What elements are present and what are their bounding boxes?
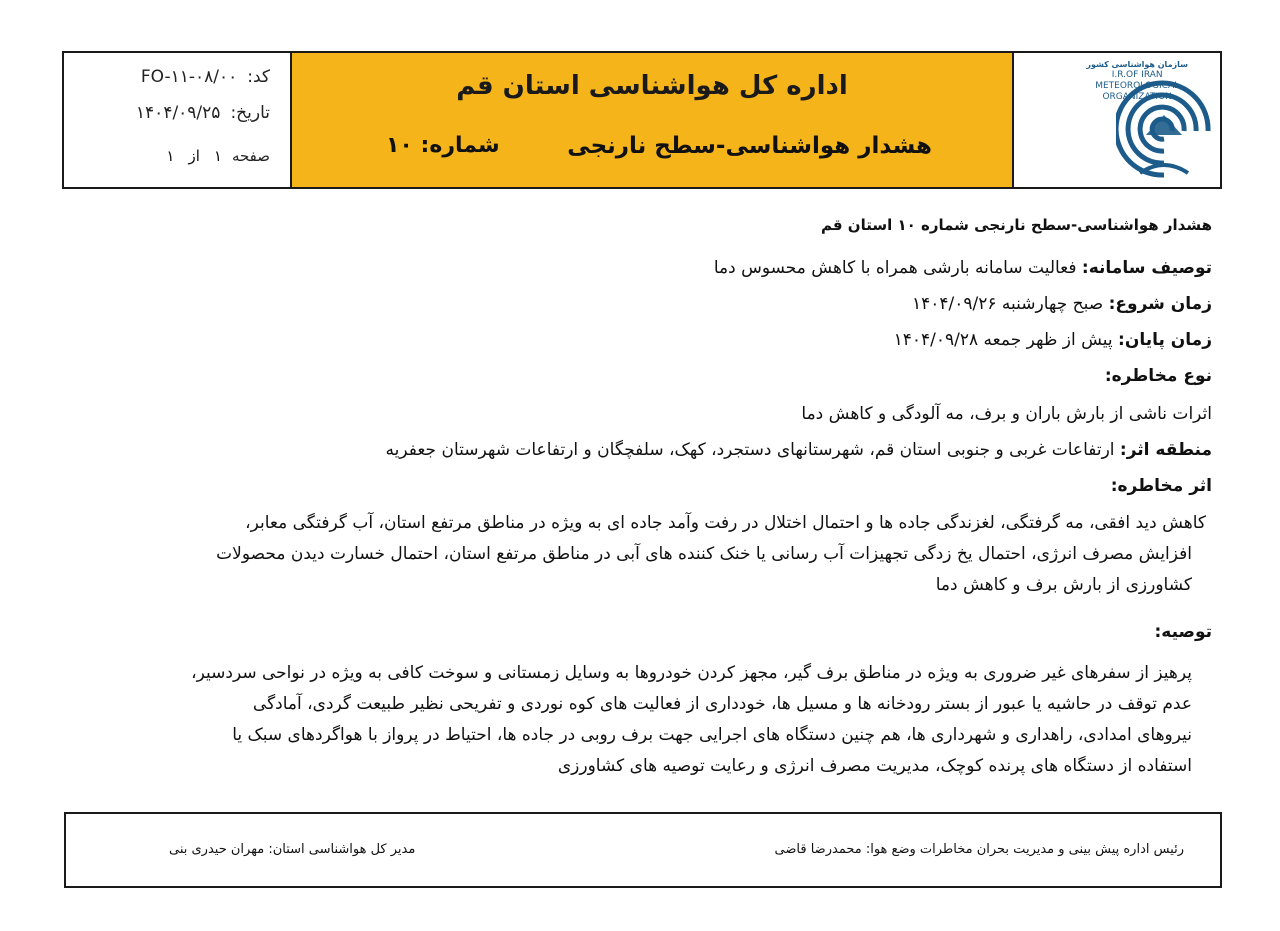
title-cell	[292, 53, 1012, 187]
region-value: ارتفاعات غربی و جنوبی استان قم، شهرستانهای دستجرد، کهک، سلفچگان و ارتفاعات شهرستان جعفریه	[385, 440, 1115, 460]
director-signature	[169, 842, 415, 857]
meteorological-organization-logo-icon	[1116, 75, 1212, 185]
logo-cell	[1012, 53, 1220, 187]
logo-english-line-2: METEOROLOGICAL	[1095, 81, 1180, 91]
page-number	[166, 147, 222, 165]
end-label: زمان پایان:	[1118, 330, 1212, 350]
start-label: زمان شروع:	[1108, 294, 1212, 314]
page-label: صفحه	[231, 147, 270, 165]
code-row	[141, 67, 270, 87]
logo-english-line-3: ORGANIZATION	[1102, 92, 1172, 102]
region-label: منطقه اثر:	[1119, 440, 1212, 460]
document-header	[62, 51, 1222, 189]
end-time	[894, 330, 1212, 350]
director-name: مهران حیدری بنی	[169, 842, 265, 857]
logo-persian-name: سازمان هواشناسی کشور	[1086, 60, 1188, 69]
advice-line: استفاده از دستگاه های پرنده کوچک، مدیریت مصرف انرژی و رعایت توصیه های کشاورزی	[557, 756, 1192, 776]
impact-line: افزایش مصرف انرژی، احتمال یخ زدگی تجهیزات آب رسانی یا خنک کننده های آبی در مناطق مرتفع استان، احتمال خسارت دیدن محصولات	[216, 544, 1192, 564]
page-current: ۱	[213, 147, 222, 165]
director-label: مدیر کل هواشناسی استان:	[268, 842, 416, 857]
hazard-type-label: نوع مخاطره:	[1104, 366, 1212, 386]
start-time	[912, 294, 1212, 314]
forecast-head-signature	[775, 842, 1184, 857]
system-description	[714, 258, 1212, 278]
signature-box	[64, 812, 1222, 888]
hazard-type-value: اثرات ناشی از بارش باران و برف، مه آلودگی و کاهش دما	[801, 404, 1212, 424]
date-label: تاریخ:	[230, 103, 270, 123]
warning-level-title: هشدار هواشناسی-سطح نارنجی	[567, 133, 932, 159]
system-label: توصیف سامانه:	[1081, 258, 1212, 278]
code-label: کد:	[247, 67, 270, 87]
impact-paragraph	[44, 508, 1206, 601]
impact-label: اثر مخاطره:	[1110, 476, 1212, 496]
advice-line: نیروهای امدادی، راهداری و شهرداری ها، هم چنین دستگاه های اجرایی جهت برف روبی در جاده ها، احتیاط در پرواز با هواگردهای سبک یا	[232, 725, 1192, 745]
page-row	[166, 147, 270, 165]
advice-line: پرهیز از سفرهای غیر ضروری به ویژه در مناطق برف گیر، مجهز کردن خودروها به وسایل زمستانی و سوخت کافی به ویژه در نواحی سردسیر،	[191, 663, 1192, 683]
forecast-head-name: محمدرضا قاضی	[774, 842, 862, 857]
advice-line: عدم توقف در حاشیه یا عبور از بستر رودخانه ها و مسیل ها، خودداری از فعالیت های کوه نوردی و تفریحی نظیر طبیعت گردی، آمادگی	[252, 694, 1192, 714]
forecast-head-label: رئیس اداره پیش بینی و مدیریت بحران مخاطرات وضع هوا:	[865, 842, 1184, 857]
system-value: فعالیت سامانه بارشی همراه با کاهش محسوس دما	[713, 258, 1077, 278]
document-info-cell	[64, 53, 292, 187]
date-row	[136, 103, 270, 123]
impact-line: کشاورزی از بارش برف و کاهش دما	[935, 575, 1192, 595]
number-value: ۱۰	[386, 133, 413, 158]
end-value: پیش از ظهر جمعه ۱۴۰۴/۰۹/۲۸	[893, 330, 1113, 350]
warning-number	[386, 133, 500, 158]
impact-region	[386, 440, 1212, 460]
logo-english-line-1: I.R.OF IRAN	[1111, 70, 1163, 80]
page-total: ۱	[166, 147, 175, 165]
code-value: FO-۱۱-۰۸/۰۰	[140, 67, 238, 87]
date-value: ۱۴۰۴/۰۹/۲۵	[135, 103, 221, 123]
number-label: شماره:	[420, 133, 500, 158]
office-title: اداره کل هواشناسی استان قم	[456, 71, 848, 101]
advice-label: توصیه:	[1154, 622, 1212, 642]
advice-paragraph	[44, 658, 1206, 782]
impact-line: کاهش دید افقی، مه گرفتگی، لغزندگی جاده ها و احتمال اختلال در رفت وآمد جاده ای به ویژه در مناطق مرتفع استان، آب گرفتگی معابر،	[245, 513, 1206, 533]
start-value: صبح چهارشنبه ۱۴۰۴/۰۹/۲۶	[911, 294, 1104, 314]
warning-heading: هشدار هواشناسی-سطح نارنجی شماره ۱۰ استان قم	[820, 216, 1212, 234]
page-of: از	[188, 147, 200, 165]
